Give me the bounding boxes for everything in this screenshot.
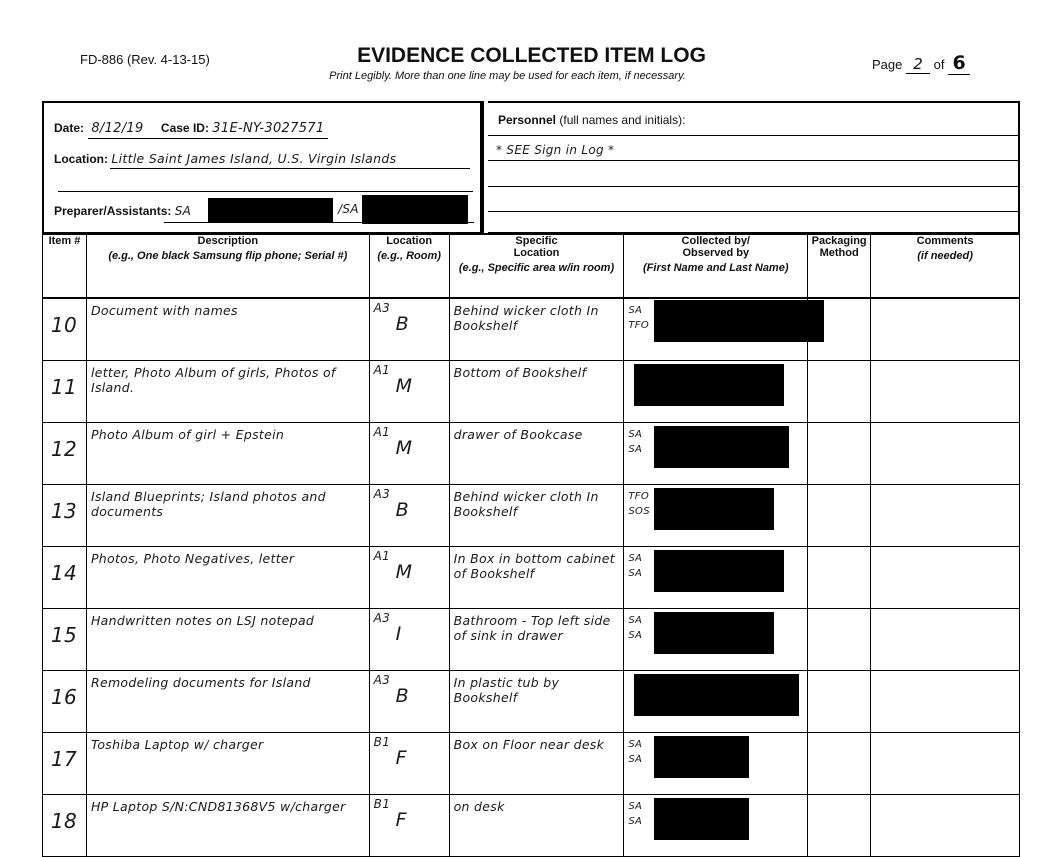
item-location[interactable] xyxy=(369,795,449,857)
date-row xyxy=(54,121,324,136)
redaction-block xyxy=(634,674,799,716)
collector-1: SA xyxy=(628,615,643,626)
item-packaging[interactable] xyxy=(808,733,871,795)
redaction-block xyxy=(654,550,784,592)
item-packaging[interactable] xyxy=(808,298,871,361)
collector-2: SA xyxy=(628,754,643,765)
item-collected-by[interactable] xyxy=(624,485,808,547)
item-packaging[interactable] xyxy=(808,671,871,733)
case-id-label: Case ID: xyxy=(160,121,209,135)
table-header-row xyxy=(43,234,1020,298)
collector-1: SA xyxy=(628,801,643,812)
item-description[interactable]: Document with names xyxy=(86,298,369,361)
room-code: M xyxy=(395,375,413,397)
collector-1: SA xyxy=(628,429,643,440)
preparer-label: Preparer/Assistants: xyxy=(54,204,172,218)
item-location[interactable] xyxy=(369,547,449,609)
item-description[interactable]: Photo Album of girl + Epstein xyxy=(86,423,369,485)
table-row xyxy=(43,795,1020,857)
item-packaging[interactable] xyxy=(808,361,871,423)
collector-1: SA xyxy=(628,739,643,750)
case-id-field[interactable]: 31E-NY-3027571 xyxy=(212,121,325,136)
item-collected-by[interactable] xyxy=(624,298,808,361)
item-location[interactable] xyxy=(369,361,449,423)
page-counter xyxy=(872,52,970,75)
redaction-block xyxy=(654,798,749,840)
location-code: A1 xyxy=(373,425,391,439)
page-title: EVIDENCE COLLECTED ITEM LOG xyxy=(357,44,706,67)
item-description[interactable]: Toshiba Laptop w/ charger xyxy=(86,733,369,795)
item-comments[interactable] xyxy=(871,423,1020,485)
location-code: A3 xyxy=(373,673,391,687)
table-row xyxy=(43,423,1020,485)
page-current[interactable]: 2 xyxy=(906,55,930,74)
collector-2: SA xyxy=(628,444,643,455)
item-comments[interactable] xyxy=(871,485,1020,547)
table-row xyxy=(43,485,1020,547)
collector-2: SOS xyxy=(628,506,650,517)
item-collected-by[interactable] xyxy=(624,547,808,609)
col-collected: Collected by/ Observed by (First Name and Last Name) xyxy=(624,234,808,298)
date-label: Date: xyxy=(54,121,85,135)
room-code: M xyxy=(395,437,413,459)
item-location[interactable] xyxy=(369,298,449,361)
case-info-box xyxy=(42,101,482,234)
table-row xyxy=(43,361,1020,423)
location-code: A3 xyxy=(373,301,391,315)
item-number[interactable]: 13 xyxy=(43,485,87,547)
collector-1: TFO xyxy=(628,491,650,502)
col-item: Item # xyxy=(43,234,87,298)
item-comments[interactable] xyxy=(871,795,1020,857)
item-packaging[interactable] xyxy=(808,609,871,671)
collector-1: SA xyxy=(628,553,643,564)
col-description: Description (e.g., One black Samsung flip phone; Serial #) xyxy=(86,234,369,298)
page-label: Page xyxy=(872,57,903,72)
item-specific-location[interactable]: Bottom of Bookshelf xyxy=(449,361,624,423)
item-collected-by[interactable] xyxy=(624,609,808,671)
item-number[interactable]: 15 xyxy=(43,609,87,671)
item-comments[interactable] xyxy=(871,547,1020,609)
item-comments[interactable] xyxy=(871,609,1020,671)
item-specific-location[interactable]: Bathroom - Top left side of sink in drawer xyxy=(449,609,624,671)
room-code: M xyxy=(395,561,413,583)
item-comments[interactable] xyxy=(871,298,1020,361)
item-description[interactable]: HP Laptop S/N:CND81368V5 w/charger xyxy=(86,795,369,857)
item-description[interactable]: Island Blueprints; Island photos and documents xyxy=(86,485,369,547)
item-packaging[interactable] xyxy=(808,795,871,857)
col-comments: Comments (if needed) xyxy=(871,234,1020,298)
personnel-note: (full names and initials): xyxy=(559,113,686,127)
personnel-field[interactable]: * SEE Sign in Log * xyxy=(496,143,615,157)
item-comments[interactable] xyxy=(871,733,1020,795)
preparer-field-1[interactable]: SA xyxy=(174,204,192,218)
item-packaging[interactable] xyxy=(808,485,871,547)
item-description[interactable]: Remodeling documents for Island xyxy=(86,671,369,733)
item-location[interactable] xyxy=(369,423,449,485)
form-number: FD-886 (Rev. 4-13-15) xyxy=(80,52,210,67)
room-code: B xyxy=(395,313,409,335)
location-label: Location: xyxy=(54,152,108,166)
item-specific-location[interactable]: Behind wicker cloth In Bookshelf xyxy=(449,485,624,547)
item-description[interactable]: Photos, Photo Negatives, letter xyxy=(86,547,369,609)
item-number[interactable]: 11 xyxy=(43,361,87,423)
item-specific-location[interactable]: Box on Floor near desk xyxy=(449,733,624,795)
item-number[interactable]: 12 xyxy=(43,423,87,485)
table-row xyxy=(43,671,1020,733)
location-code: A3 xyxy=(373,487,391,501)
location-row xyxy=(54,151,396,166)
item-number[interactable]: 16 xyxy=(43,671,87,733)
item-collected-by[interactable] xyxy=(624,795,808,857)
item-collected-by[interactable] xyxy=(624,423,808,485)
location-code: B1 xyxy=(373,735,391,749)
item-packaging[interactable] xyxy=(808,423,871,485)
item-location[interactable] xyxy=(369,671,449,733)
item-description[interactable]: Handwritten notes on LSJ notepad xyxy=(86,609,369,671)
evidence-table xyxy=(42,233,1020,857)
redaction-preparer-1 xyxy=(208,198,333,222)
redaction-block xyxy=(654,488,774,530)
preparer-separator: /SA xyxy=(338,202,359,216)
col-packaging: Packaging Method xyxy=(808,234,871,298)
item-comments[interactable] xyxy=(871,361,1020,423)
item-description[interactable]: letter, Photo Album of girls, Photos of Island. xyxy=(86,361,369,423)
item-packaging[interactable] xyxy=(808,547,871,609)
item-specific-location[interactable]: In Box in bottom cabinet of Bookshelf xyxy=(449,547,624,609)
table-row xyxy=(43,298,1020,361)
item-specific-location[interactable]: on desk xyxy=(449,795,624,857)
redaction-block xyxy=(634,364,784,406)
redaction-block xyxy=(654,300,824,342)
item-number[interactable]: 18 xyxy=(43,795,87,857)
item-comments[interactable] xyxy=(871,671,1020,733)
item-specific-location[interactable]: drawer of Bookcase xyxy=(449,423,624,485)
page-subtitle: Print Legibly. More than one line may be used for each item, if necessary. xyxy=(329,70,686,82)
item-collected-by[interactable] xyxy=(624,361,808,423)
item-specific-location[interactable]: In plastic tub by Bookshelf xyxy=(449,671,624,733)
redaction-block xyxy=(654,612,774,654)
collector-2: TFO xyxy=(628,320,650,331)
room-code: B xyxy=(395,685,409,707)
table-row xyxy=(43,547,1020,609)
collector-2: SA xyxy=(628,630,643,641)
redaction-preparer-2 xyxy=(362,195,468,224)
location-field[interactable]: Little Saint James Island, U.S. Virgin Islands xyxy=(111,151,397,166)
table-row xyxy=(43,609,1020,671)
redaction-block xyxy=(654,426,789,468)
item-location[interactable] xyxy=(369,485,449,547)
item-location[interactable] xyxy=(369,733,449,795)
item-number[interactable]: 17 xyxy=(43,733,87,795)
page-total[interactable]: 6 xyxy=(948,52,970,75)
item-location[interactable] xyxy=(369,609,449,671)
room-code: F xyxy=(395,809,407,831)
box-divider xyxy=(482,101,488,234)
location-code: A1 xyxy=(373,549,391,563)
room-code: I xyxy=(395,623,402,645)
table-row xyxy=(43,733,1020,795)
item-collected-by[interactable] xyxy=(624,733,808,795)
location-code: A3 xyxy=(373,611,391,625)
collector-2: SA xyxy=(628,568,643,579)
collector-1: SA xyxy=(628,305,643,316)
personnel-header xyxy=(498,113,685,127)
personnel-label: Personnel xyxy=(498,113,557,127)
item-specific-location[interactable]: Behind wicker cloth In Bookshelf xyxy=(449,298,624,361)
preparer-row xyxy=(54,204,191,218)
collector-2: SA xyxy=(628,816,643,827)
page-of-label: of xyxy=(933,57,945,72)
date-field[interactable]: 8/12/19 xyxy=(91,121,144,136)
item-number[interactable]: 14 xyxy=(43,547,87,609)
personnel-box xyxy=(486,101,1020,234)
item-number[interactable]: 10 xyxy=(43,298,87,361)
location-code: B1 xyxy=(373,797,391,811)
preparer-field-2[interactable]: SA xyxy=(342,202,359,216)
col-specific: Specific Location (e.g., Specific area w/in room) xyxy=(449,234,624,298)
location-code: A1 xyxy=(373,363,391,377)
item-collected-by[interactable] xyxy=(624,671,808,733)
room-code: F xyxy=(395,747,407,769)
room-code: B xyxy=(395,499,409,521)
col-location: Location (e.g., Room) xyxy=(369,234,449,298)
redaction-block xyxy=(654,736,749,778)
